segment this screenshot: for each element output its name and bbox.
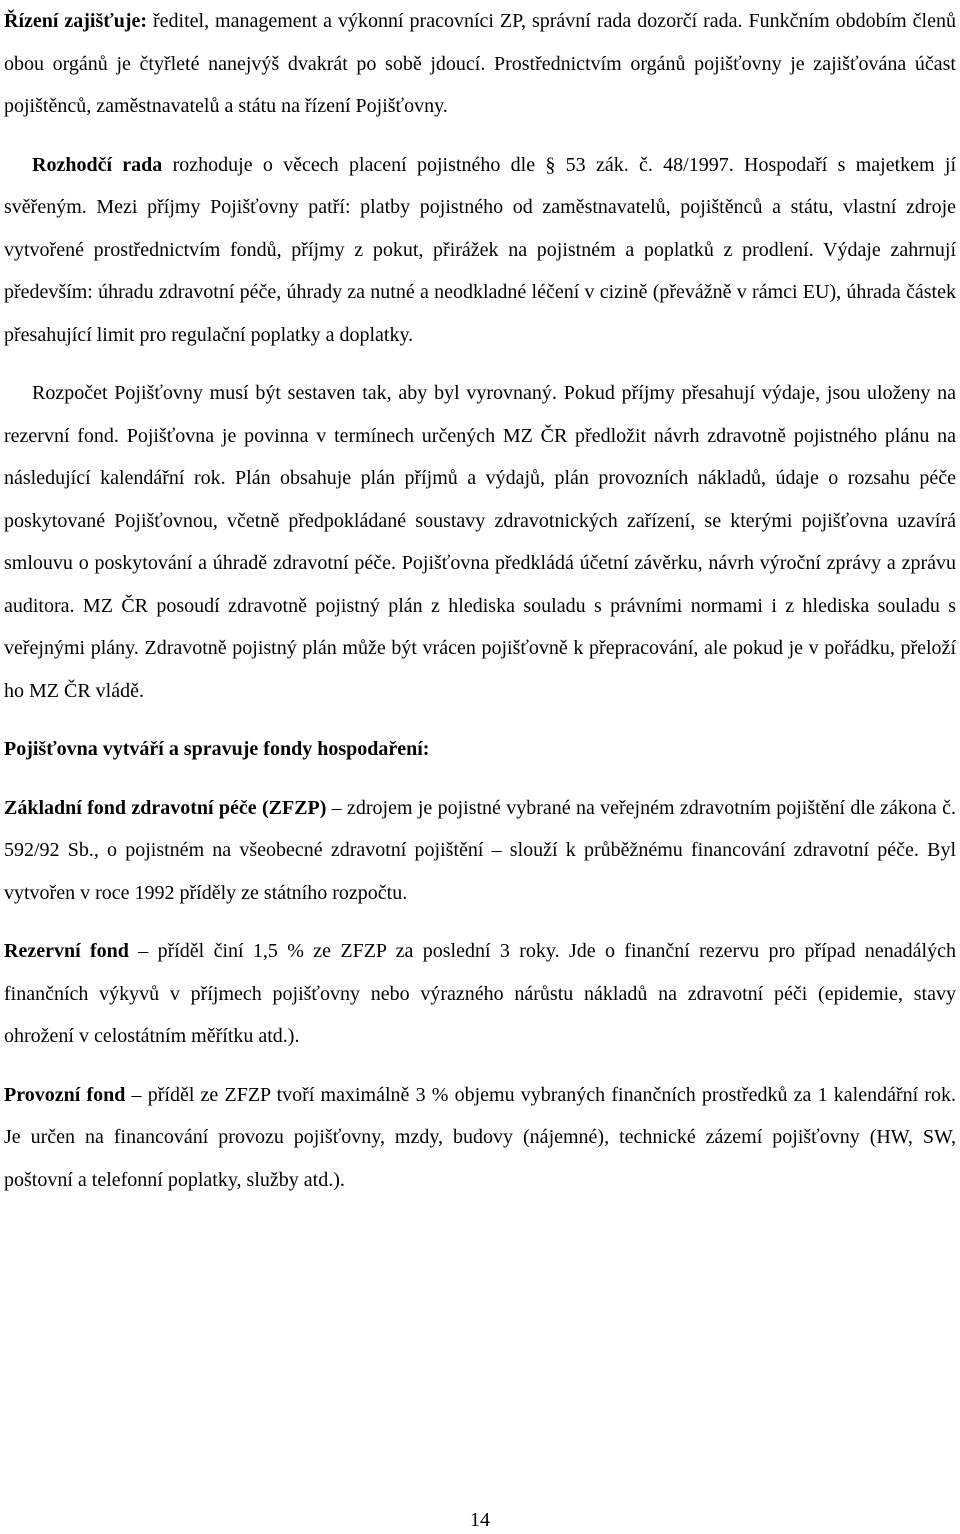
paragraph-lead: Řízení zajišťuje: [4,10,148,32]
document-page [4,0,956,1201]
paragraph-reserve-fund [4,930,956,1058]
paragraph-text: – příděl činí 1,5 % ze ZFZP za poslední 3 roky. Jde o finanční rezervu pro případ nenadálých finančních výkyvů v příjmech pojišťovny nebo výrazného nárůstu nákladů na zdravotní péči (epidemie, stavy ohrožení v celostátním měřítku atd.). [4,940,956,1047]
paragraph-budget [4,372,956,712]
paragraph-text: – příděl ze ZFZP tvoří maximálně 3 % objemu vybraných finančních prostředků za 1 kalendářní rok. Je určen na financování provozu pojišťovny, mzdy, budovy (nájemné), technické zázemí pojišťovny (HW, SW, poštovní a telefonní poplatky, služby atd.). [4,1083,956,1191]
paragraph-text: Rozpočet Pojišťovny musí být sestaven tak, aby byl vyrovnaný. Pokud příjmy přesahují výdaje, jsou uloženy na rezervní fond. Pojišťovna je povinna v termínech určených MZ ČR předložit návrh zdravotně pojistného plánu na následující kalendářní rok. Plán obsahuje plán příjmů a výdajů, plán provozních nákladů, údaje o rozsahu péče poskytované Pojišťovnou, včetně předpokládané soustavy zdravotnických zařízení, se kterými pojišťovna uzavírá smlouvu o poskytování a úhradě zdravotní péče. Pojišťovna předkládá účetní závěrku, návrh výroční zprávy a zprávu auditora. MZ ČR posoudí zdravotně pojistný plán z hlediska souladu s právními normami i z hlediska souladu s veřejnými plány. Zdravotně pojistný plán může být vrácen pojišťovně k přepracování, ale pokud je v pořádku, přeloží ho MZ ČR vládě. [4,382,956,702]
page-number: 14 [470,1509,490,1531]
section-heading-funds: Pojišťovna vytváří a spravuje fondy hospodaření: [4,738,430,760]
paragraph-arbitration-board [4,144,956,357]
paragraph-management [4,0,956,128]
paragraph-lead: Základní fond zdravotní péče (ZFZP) [4,796,327,819]
paragraph-operating-fund [4,1074,956,1202]
paragraph-text: – zdrojem je pojistné vybrané na veřejném zdravotním pojištění dle zákona č. 592/92 Sb., o pojistném na všeobecné zdravotní pojištění – slouží k průběžnému financování zdravotní péče. Byl vytvořen v roce 1992 příděly ze státního rozpočtu. [4,796,956,904]
paragraph-lead: Provozní fond [4,1083,126,1106]
paragraph-text: ředitel, management a výkonní pracovníci ZP, správní rada dozorčí rada. Funkčním obdobím členů obou orgánů je čtyřleté nanejvýš dvakrát po sobě jdoucí. Prostřednictvím orgánů pojišťovny je zajišťována účast pojištěnců, zaměstnavatelů a státu na řízení Pojišťovny. [4,10,956,117]
paragraph-lead: Rezervní fond [4,940,129,962]
paragraph-text: rozhoduje o věcech placení pojistného dle § 53 zák. č. 48/1997. Hospodaří s majetkem jí svěřeným. Mezi příjmy Pojišťovny patří: platby pojistného od zaměstnavatelů, pojištěnců a státu, vlastní zdroje vytvořené prostřednictvím fondů, příjmy z pokut, přirážek na pojistném a poplatků z prodlení. Výdaje zahrnují především: úhradu zdravotní péče, úhrady za nutné a neodkladné léčení v cizině (převážně v rámci EU), úhrada částek přesahující limit pro regulační poplatky a doplatky. [4,153,956,346]
paragraph-basic-fund [4,787,956,915]
paragraph-lead: Rozhodčí rada [32,153,163,176]
